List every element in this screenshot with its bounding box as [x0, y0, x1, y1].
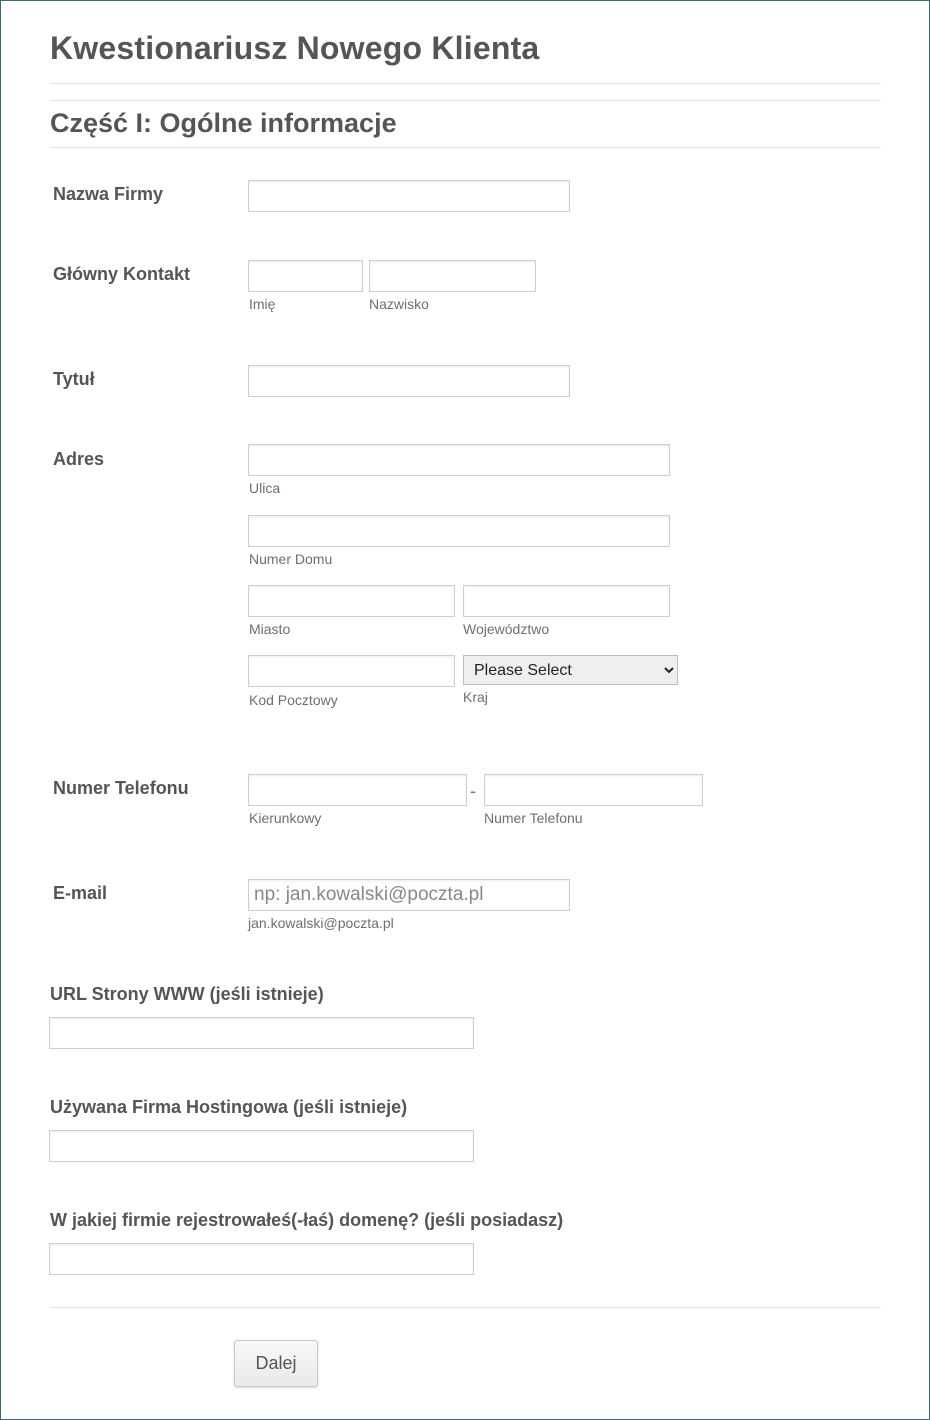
website-input[interactable] — [49, 1017, 474, 1049]
phone-separator: - — [470, 781, 476, 801]
job-title-input[interactable] — [248, 365, 570, 397]
email-label: E-mail — [53, 883, 108, 903]
first-name-input[interactable] — [248, 260, 363, 292]
company-name-input[interactable] — [248, 180, 570, 212]
website-label: URL Strony WWW (jeśli istnieje) — [50, 984, 324, 1004]
title-divider — [50, 83, 881, 84]
email-input[interactable] — [248, 879, 570, 911]
country-select[interactable] — [463, 655, 678, 685]
section-top-divider — [50, 100, 881, 101]
email-example-sublabel: jan.kowalski@poczta.pl — [248, 915, 394, 931]
hosting-input[interactable] — [49, 1130, 474, 1162]
house-number-input[interactable] — [248, 515, 670, 547]
phone-label: Numer Telefonu — [53, 778, 189, 798]
company-name-label: Nazwa Firmy — [53, 184, 164, 204]
next-button[interactable]: Dalej — [234, 1340, 318, 1387]
job-title-label: Tytuł — [53, 369, 95, 389]
hosting-label: Używana Firma Hostingowa (jeśli istnieje) — [50, 1097, 408, 1117]
footer-divider — [50, 1307, 881, 1308]
section-bottom-divider — [50, 147, 881, 148]
last-name-input[interactable] — [369, 260, 536, 292]
main-contact-label: Główny Kontakt — [53, 264, 191, 284]
area-code-sublabel: Kierunkowy — [249, 810, 322, 826]
phone-number-input[interactable] — [484, 774, 703, 806]
house-number-sublabel: Numer Domu — [249, 551, 333, 567]
phone-number-sublabel: Numer Telefonu — [484, 810, 583, 826]
area-code-input[interactable] — [248, 774, 467, 806]
postal-code-sublabel: Kod Pocztowy — [249, 692, 338, 708]
domain-registrar-label: W jakiej firmie rejestrowałeś(-łaś) domenę? (jeśli posiadasz) — [50, 1210, 564, 1230]
form-title: Kwestionariusz Nowego Klienta — [50, 30, 540, 66]
city-input[interactable] — [248, 585, 455, 617]
state-input[interactable] — [463, 585, 670, 617]
first-name-sublabel: Imię — [249, 296, 276, 312]
domain-registrar-input[interactable] — [49, 1243, 474, 1275]
last-name-sublabel: Nazwisko — [369, 296, 429, 312]
street-sublabel: Ulica — [249, 480, 281, 496]
postal-code-input[interactable] — [248, 655, 455, 687]
address-label: Adres — [53, 449, 105, 469]
city-sublabel: Miasto — [249, 621, 291, 637]
state-sublabel: Województwo — [463, 621, 550, 637]
street-input[interactable] — [248, 444, 670, 476]
section-title: Część I: Ogólne informacje — [50, 108, 397, 138]
country-sublabel: Kraj — [463, 689, 488, 705]
